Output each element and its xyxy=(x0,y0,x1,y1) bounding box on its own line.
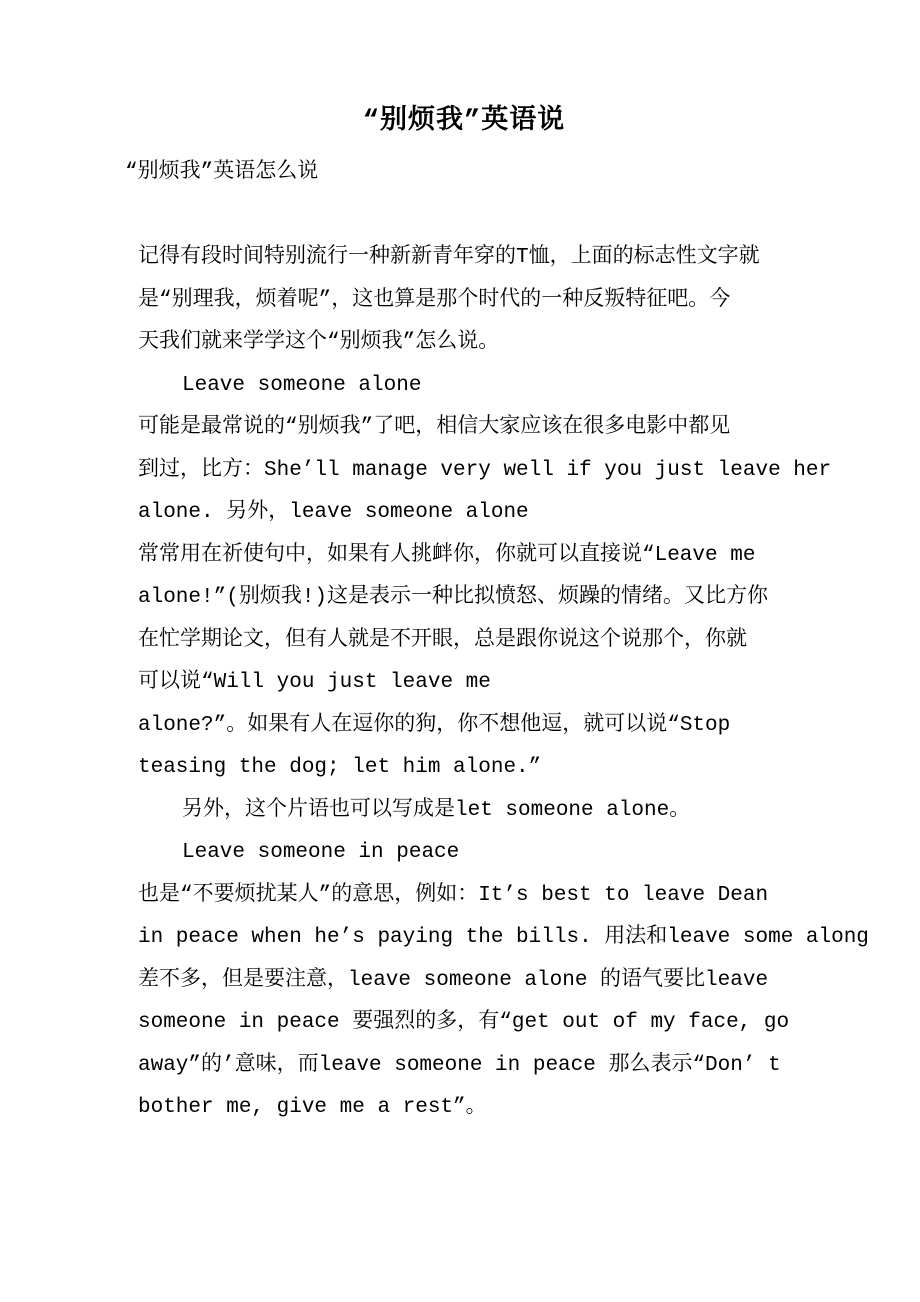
text-line: 是“别理我，烦着呢”，这也算是那个时代的一种反叛特征吧。今 xyxy=(138,288,731,312)
document-title: “别烦我”英语说 xyxy=(362,107,566,137)
document-subtitle: “别烦我”英语怎么说 xyxy=(125,161,319,184)
text-line: 天我们就来学学这个“别烦我”怎么说。 xyxy=(138,331,500,354)
text-line: Leave someone in peace xyxy=(182,841,460,864)
text-line: alone!”(别烦我!)这是表示一种比拟愤怒、烦躁的情绪。又比方你 xyxy=(138,586,769,609)
text-line: away”的’意味，而leave someone in peace 那么表示“Don’ t xyxy=(138,1053,781,1077)
text-line: 可以说“Will you just leave me xyxy=(138,671,491,694)
text-line: teasing the dog; let him alone.” xyxy=(138,756,542,779)
text-line: 常常用在祈使句中，如果有人挑衅你，你就可以直接说“Leave me xyxy=(138,543,756,567)
text-line: 差不多，但是要注意，leave someone alone 的语气要比leave xyxy=(138,968,769,992)
text-line: bother me, give me a rest”。 xyxy=(138,1096,487,1119)
document-body xyxy=(138,237,869,1130)
text-line: 也是“不要烦扰某人”的意思，例如：It’s best to leave Dean xyxy=(138,883,769,907)
text-line: someone in peace 要强烈的多，有“get out of my face, go xyxy=(138,1011,790,1034)
text-line: alone?”。如果有人在逗你的狗，你不想他逗，就可以说“Stop xyxy=(138,713,731,737)
text-line: Leave someone alone xyxy=(182,373,422,397)
text-line: in peace when he’s paying the bills. 用法和leave some along xyxy=(138,926,869,949)
text-line: 记得有段时间特别流行一种新新青年穿的T恤，上面的标志性文字就 xyxy=(138,246,760,269)
text-line: 可能是最常说的“别烦我”了吧，相信大家应该在很多电影中都见 xyxy=(138,416,731,439)
blank-line xyxy=(138,195,790,238)
text-line: 另外，这个片语也可以写成是let someone alone。 xyxy=(182,798,691,822)
text-line: alone. 另外，leave someone alone xyxy=(138,501,529,524)
text-line: 在忙学期论文，但有人就是不开眼，总是跟你说这个说那个，你就 xyxy=(138,628,747,652)
text-line: 到过，比方：She’ll manage very well if you just leave her xyxy=(138,458,832,482)
